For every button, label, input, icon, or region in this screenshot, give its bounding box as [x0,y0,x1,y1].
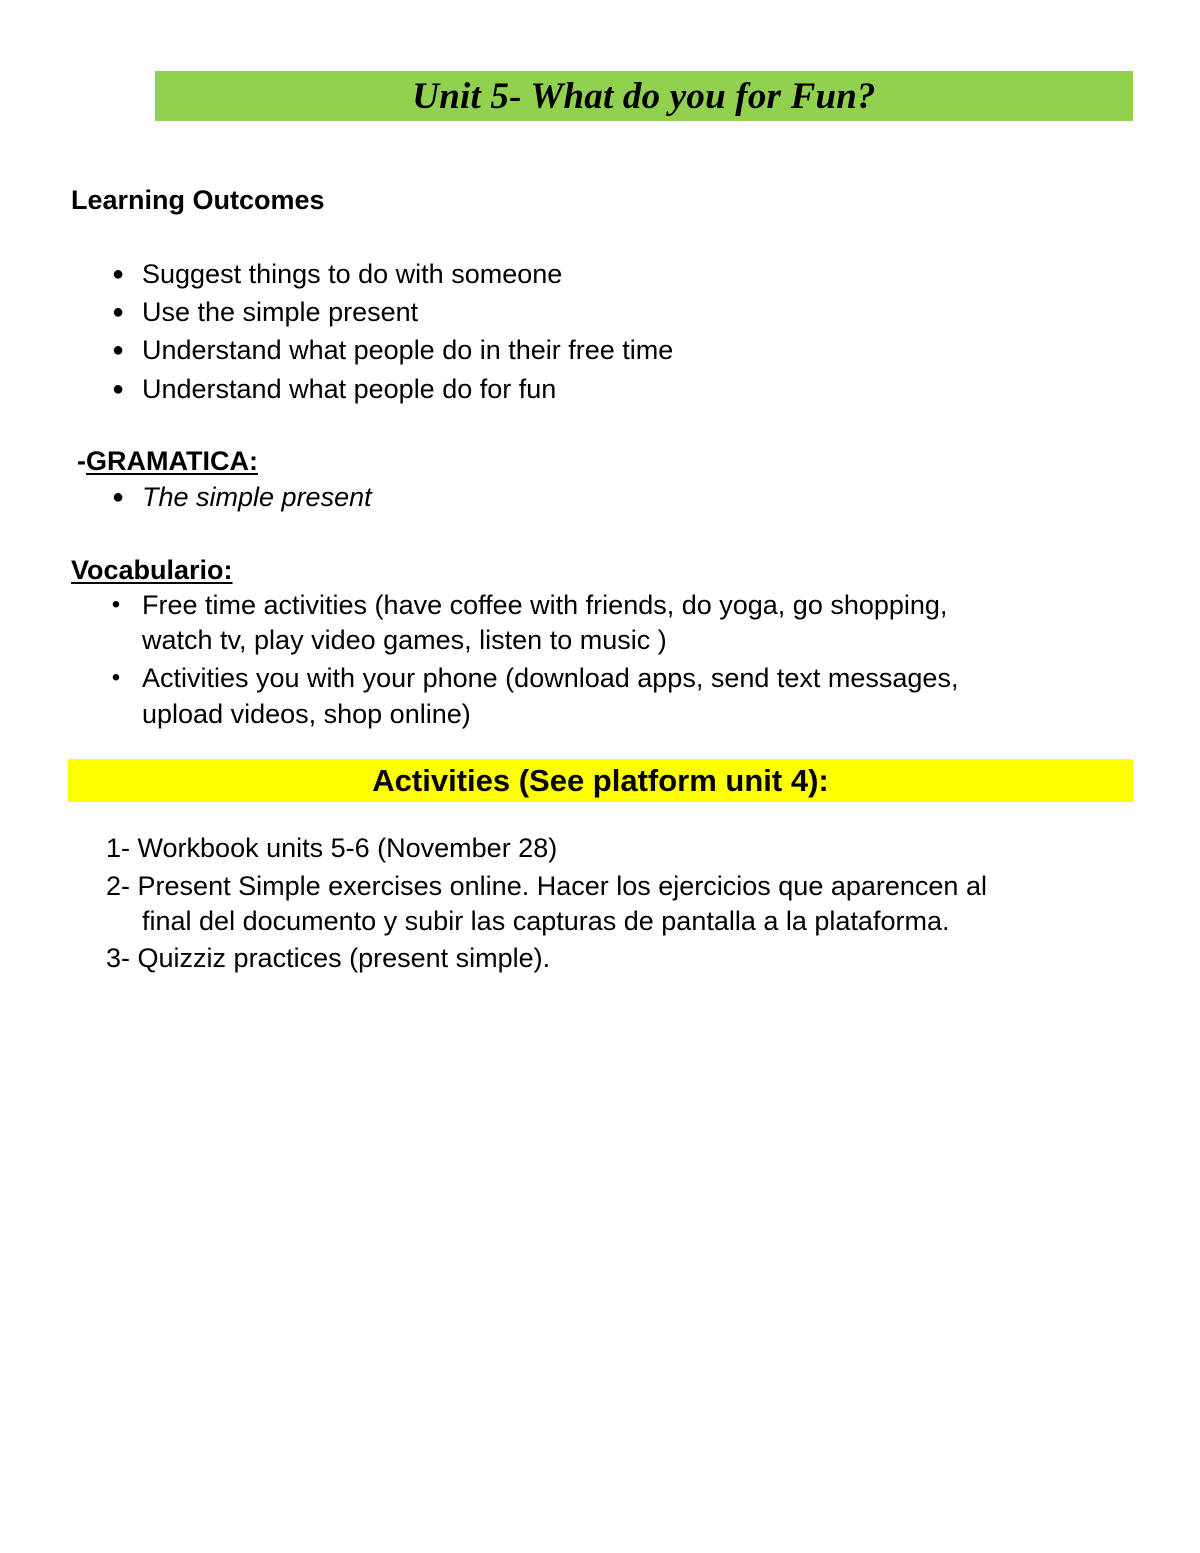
activity-text: Quizziz practices (present simple). [137,943,551,973]
activity-item [106,940,550,976]
activity-number: 1- [106,833,131,863]
learning-outcome-item: Suggest things to do with someone [142,259,563,289]
bullet-icon: ● [111,301,125,323]
vocabulary-item-line: upload videos, shop online) [142,699,471,729]
learning-outcome-item: Understand what people do for fun [142,374,557,404]
activities-banner [68,759,1133,802]
activity-item [106,830,557,866]
title-banner [155,71,1133,121]
learning-outcome-item: Understand what people do in their free time [142,335,674,365]
vocabulary-item-line: Activities you with your phone (download apps, send text messages, [142,663,959,693]
vocabulary-heading: Vocabulario: [71,555,233,585]
learning-outcome-item: Use the simple present [142,297,419,327]
grammar-heading-label: GRAMATICA: [86,446,258,476]
bullet-icon: ● [111,486,125,508]
activities-heading: Activities (See platform unit 4): [372,763,829,798]
bullet-icon: ● [111,339,125,361]
bullet-icon: ● [111,263,125,285]
grammar-prefix: - [77,446,86,476]
activity-text-continuation: final del documento y subir las capturas de pantalla a la plataforma. [142,906,950,936]
grammar-heading [77,448,258,475]
activity-text: Present Simple exercises online. Hacer los ejercicios que aparencen al [137,871,987,901]
bullet-icon: ● [111,378,125,400]
learning-outcomes-heading: Learning Outcomes [71,185,325,215]
activity-text: Workbook units 5-6 (November 28) [137,833,558,863]
grammar-item: The simple present [142,482,372,512]
activity-number: 3- [106,943,131,973]
page-title: Unit 5- What do you for Fun? [412,75,876,117]
activity-number: 2- [106,871,131,901]
bullet-icon: • [111,591,121,618]
activity-item [106,868,987,904]
bullet-icon: • [111,664,121,691]
vocabulary-item-line: watch tv, play video games, listen to music ) [142,625,667,655]
vocabulary-item-line: Free time activities (have coffee with friends, do yoga, go shopping, [142,590,948,620]
